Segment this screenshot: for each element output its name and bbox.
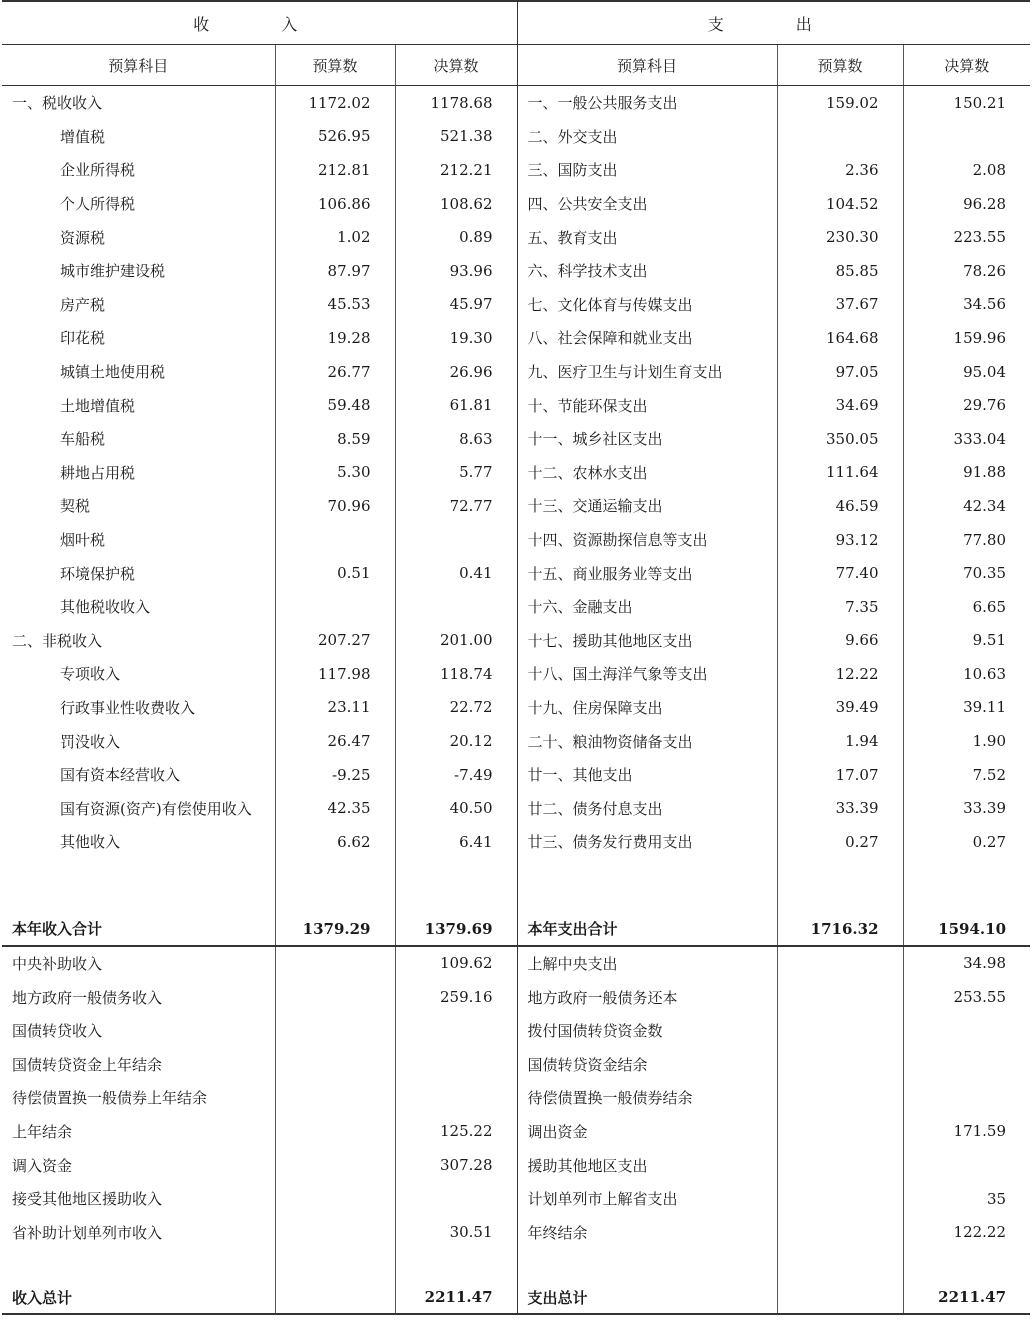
income-item-name: 一、税收收入 xyxy=(12,94,103,113)
income-subtotal-budget: 1379.29 xyxy=(275,913,395,946)
empty-cell xyxy=(903,1249,1030,1281)
expense-item-name: 十、节能环保支出 xyxy=(517,388,777,422)
expense-subtotal-final: 1594.10 xyxy=(903,913,1030,946)
income-item-name: 其他税收收入 xyxy=(60,598,151,617)
table-row xyxy=(2,1081,1030,1115)
expense-item-name: 十四、资源勘探信息等支出 xyxy=(517,523,777,557)
income-item-name: 省补助计划单列市收入 xyxy=(12,1223,163,1242)
income-final-value: 40.50 xyxy=(395,791,517,825)
income-item-name: 专项收入 xyxy=(60,665,121,684)
budget-table xyxy=(2,0,1030,1315)
expense-item-name: 计划单列市上解省支出 xyxy=(517,1182,777,1216)
income-budget-value: 42.35 xyxy=(275,791,395,825)
expense-budget-value: 97.05 xyxy=(777,355,903,389)
income-final-value xyxy=(395,1182,517,1216)
expense-total-label: 支出总计 xyxy=(517,1281,777,1314)
empty-cell xyxy=(2,859,275,913)
table-row xyxy=(2,321,1030,355)
expense-item-name: 五、教育支出 xyxy=(517,220,777,254)
expense-final-value: 78.26 xyxy=(903,254,1030,288)
expense-item-name: 二、外交支出 xyxy=(517,120,777,154)
table-row xyxy=(2,1148,1030,1182)
expense-budget-value: 350.05 xyxy=(777,422,903,456)
income-budget-value: -9.25 xyxy=(275,758,395,792)
table-row xyxy=(2,456,1030,490)
income-final-value: 108.62 xyxy=(395,187,517,221)
expense-item-name: 十三、交通运输支出 xyxy=(517,489,777,523)
table-row xyxy=(2,556,1030,590)
income-final-value xyxy=(395,590,517,624)
income-final-value xyxy=(395,1081,517,1115)
expense-item-name: 廿一、其他支出 xyxy=(517,758,777,792)
table-row xyxy=(2,1115,1030,1149)
expense-budget-value: 77.40 xyxy=(777,556,903,590)
table-row xyxy=(2,187,1030,221)
income-budget-value: 8.59 xyxy=(275,422,395,456)
expense-final-value: 70.35 xyxy=(903,556,1030,590)
income-item-name: 城市维护建设税 xyxy=(60,262,166,281)
expense-item-name: 十九、住房保障支出 xyxy=(517,691,777,725)
income-item-name: 企业所得税 xyxy=(60,161,136,180)
income-item-name: 二、非税收入 xyxy=(12,631,103,650)
income-item-name: 待偿债置换一般债券上年结余 xyxy=(12,1089,208,1108)
income-budget-value xyxy=(275,980,395,1014)
expense-budget-value xyxy=(777,1081,903,1115)
expense-subtotal-budget: 1716.32 xyxy=(777,913,903,946)
income-final-value: 109.62 xyxy=(395,946,517,981)
income-budget-value: 1.02 xyxy=(275,220,395,254)
table-row xyxy=(2,355,1030,389)
table-row xyxy=(2,523,1030,557)
income-budget-value xyxy=(275,523,395,557)
table-row xyxy=(2,791,1030,825)
expense-section-title: 支 出 xyxy=(517,1,1030,45)
table-row xyxy=(2,422,1030,456)
empty-cell xyxy=(777,859,903,913)
income-final-value: 45.97 xyxy=(395,288,517,322)
expense-final-value: 35 xyxy=(903,1182,1030,1216)
expense-final-value: 77.80 xyxy=(903,523,1030,557)
income-item-name: 行政事业性收费收入 xyxy=(60,698,196,717)
income-final-value xyxy=(395,523,517,557)
table-row xyxy=(2,86,1030,120)
expense-total-final: 2211.47 xyxy=(903,1281,1030,1314)
expense-budget-value: 17.07 xyxy=(777,758,903,792)
expense-item-name: 十一、城乡社区支出 xyxy=(517,422,777,456)
income-subtotal-final: 1379.69 xyxy=(395,913,517,946)
expense-final-value xyxy=(903,120,1030,154)
expense-final-value: 29.76 xyxy=(903,388,1030,422)
income-budget-value xyxy=(275,946,395,981)
income-budget-value xyxy=(275,590,395,624)
expense-budget-header: 预算数 xyxy=(777,45,903,86)
expense-item-name: 拨付国债转贷资金数 xyxy=(517,1014,777,1048)
income-total-final: 2211.47 xyxy=(395,1281,517,1314)
expense-final-value: 122.22 xyxy=(903,1215,1030,1249)
expense-final-header: 决算数 xyxy=(903,45,1030,86)
expense-final-value: 9.51 xyxy=(903,624,1030,658)
expense-budget-value xyxy=(777,1047,903,1081)
income-item-name: 车船税 xyxy=(60,430,106,449)
income-budget-value xyxy=(275,1014,395,1048)
expense-item-name: 八、社会保障和就业支出 xyxy=(517,321,777,355)
spacer-row xyxy=(2,1249,1030,1281)
income-item-name: 城镇土地使用税 xyxy=(60,363,166,382)
table-row xyxy=(2,657,1030,691)
income-budget-value: 5.30 xyxy=(275,456,395,490)
income-item-name: 房产税 xyxy=(60,295,106,314)
expense-item-name: 十七、援助其他地区支出 xyxy=(517,624,777,658)
income-item-name: 中央补助收入 xyxy=(12,954,103,973)
income-item-name: 个人所得税 xyxy=(60,195,136,214)
expense-item-name: 待偿债置换一般债券结余 xyxy=(517,1081,777,1115)
income-final-value: 118.74 xyxy=(395,657,517,691)
income-section-title: 收 入 xyxy=(2,1,517,45)
income-item-name: 烟叶税 xyxy=(60,531,106,550)
income-item-name: 罚没收入 xyxy=(60,732,121,751)
expense-item-name: 七、文化体育与传媒支出 xyxy=(517,288,777,322)
table-row xyxy=(2,1182,1030,1216)
expense-budget-value: 2.36 xyxy=(777,153,903,187)
expense-item-name: 十六、金融支出 xyxy=(517,590,777,624)
expense-final-value: 96.28 xyxy=(903,187,1030,221)
income-final-value xyxy=(395,1014,517,1048)
income-budget-value: 70.96 xyxy=(275,489,395,523)
empty-cell xyxy=(275,859,395,913)
table-row xyxy=(2,825,1030,859)
expense-final-value xyxy=(903,1014,1030,1048)
income-final-value: 61.81 xyxy=(395,388,517,422)
expense-item-name: 二十、粮油物资储备支出 xyxy=(517,724,777,758)
expense-budget-value: 34.69 xyxy=(777,388,903,422)
income-budget-value xyxy=(275,1148,395,1182)
expense-final-value: 253.55 xyxy=(903,980,1030,1014)
expense-final-value: 171.59 xyxy=(903,1115,1030,1149)
expense-item-name: 调出资金 xyxy=(517,1115,777,1149)
expense-budget-value: 46.59 xyxy=(777,489,903,523)
income-final-value: 19.30 xyxy=(395,321,517,355)
income-final-value: 6.41 xyxy=(395,825,517,859)
income-final-value: 1178.68 xyxy=(395,86,517,120)
income-item-name: 上年结余 xyxy=(12,1122,73,1141)
expense-item-name: 上解中央支出 xyxy=(517,946,777,981)
expense-final-value: 33.39 xyxy=(903,791,1030,825)
income-final-value: 72.77 xyxy=(395,489,517,523)
income-final-value: 125.22 xyxy=(395,1115,517,1149)
expense-item-name: 廿二、债务付息支出 xyxy=(517,791,777,825)
expense-final-value: 159.96 xyxy=(903,321,1030,355)
expense-item-name: 地方政府一般债务还本 xyxy=(517,980,777,1014)
income-final-value: 521.38 xyxy=(395,120,517,154)
expense-final-value xyxy=(903,1081,1030,1115)
expense-final-value: 91.88 xyxy=(903,456,1030,490)
empty-cell xyxy=(517,859,777,913)
income-budget-value: 1172.02 xyxy=(275,86,395,120)
income-item-name: 国债转贷资金上年结余 xyxy=(12,1055,163,1074)
income-total-label: 收入总计 xyxy=(2,1281,275,1314)
expense-final-value: 0.27 xyxy=(903,825,1030,859)
section-header-row xyxy=(2,1,1030,45)
income-budget-header: 预算数 xyxy=(275,45,395,86)
expense-budget-value xyxy=(777,1182,903,1216)
empty-cell xyxy=(395,859,517,913)
income-item-name: 资源税 xyxy=(60,228,106,247)
income-item-name: 其他收入 xyxy=(60,833,121,852)
table-row xyxy=(2,489,1030,523)
expense-budget-value: 111.64 xyxy=(777,456,903,490)
income-item-name: 国有资本经营收入 xyxy=(60,766,181,785)
expense-item-name: 九、医疗卫生与计划生育支出 xyxy=(517,355,777,389)
expense-item-header: 预算科目 xyxy=(517,45,777,86)
expense-budget-value: 33.39 xyxy=(777,791,903,825)
expense-subtotal-label: 本年支出合计 xyxy=(517,913,777,946)
empty-cell xyxy=(903,859,1030,913)
expense-budget-value: 230.30 xyxy=(777,220,903,254)
income-final-value: 30.51 xyxy=(395,1215,517,1249)
income-final-header: 决算数 xyxy=(395,45,517,86)
income-item-name: 土地增值税 xyxy=(60,396,136,415)
income-item-name: 增值税 xyxy=(60,127,106,146)
expense-budget-value: 93.12 xyxy=(777,523,903,557)
income-item-name: 契税 xyxy=(60,497,91,516)
income-budget-value: 526.95 xyxy=(275,120,395,154)
expense-final-value: 2.08 xyxy=(903,153,1030,187)
expense-budget-value: 9.66 xyxy=(777,624,903,658)
income-subtotal-label: 本年收入合计 xyxy=(2,913,275,946)
income-total-budget xyxy=(275,1281,395,1314)
income-budget-value: 45.53 xyxy=(275,288,395,322)
expense-budget-value: 39.49 xyxy=(777,691,903,725)
table-row xyxy=(2,946,1030,981)
income-budget-value: 26.77 xyxy=(275,355,395,389)
table-row xyxy=(2,758,1030,792)
income-budget-value: 87.97 xyxy=(275,254,395,288)
income-budget-value xyxy=(275,1115,395,1149)
expense-final-value: 6.65 xyxy=(903,590,1030,624)
grand-total-row xyxy=(2,1281,1030,1314)
table-row xyxy=(2,254,1030,288)
table-row xyxy=(2,624,1030,658)
expense-budget-value: 104.52 xyxy=(777,187,903,221)
expense-final-value: 333.04 xyxy=(903,422,1030,456)
income-budget-value: 26.47 xyxy=(275,724,395,758)
table-row xyxy=(2,153,1030,187)
empty-cell xyxy=(777,1249,903,1281)
table-row xyxy=(2,691,1030,725)
expense-budget-value: 7.35 xyxy=(777,590,903,624)
empty-cell xyxy=(275,1249,395,1281)
income-budget-value: 207.27 xyxy=(275,624,395,658)
income-budget-value: 117.98 xyxy=(275,657,395,691)
expense-budget-value: 1.94 xyxy=(777,724,903,758)
expense-budget-value xyxy=(777,946,903,981)
expense-budget-value xyxy=(777,1215,903,1249)
income-budget-value: 23.11 xyxy=(275,691,395,725)
expense-final-value xyxy=(903,1148,1030,1182)
expense-budget-value xyxy=(777,120,903,154)
table-row xyxy=(2,590,1030,624)
income-final-value: 93.96 xyxy=(395,254,517,288)
expense-item-name: 十五、商业服务业等支出 xyxy=(517,556,777,590)
expense-item-name: 十八、国土海洋气象等支出 xyxy=(517,657,777,691)
expense-budget-value xyxy=(777,1115,903,1149)
expense-final-value xyxy=(903,1047,1030,1081)
expense-total-budget xyxy=(777,1281,903,1314)
expense-budget-value: 12.22 xyxy=(777,657,903,691)
expense-budget-value xyxy=(777,980,903,1014)
income-item-name: 印花税 xyxy=(60,329,106,348)
income-final-value: -7.49 xyxy=(395,758,517,792)
table-row xyxy=(2,388,1030,422)
income-final-value: 201.00 xyxy=(395,624,517,658)
income-budget-value xyxy=(275,1047,395,1081)
income-item-name: 接受其他地区援助收入 xyxy=(12,1190,163,1209)
column-header-row xyxy=(2,45,1030,86)
income-budget-value: 0.51 xyxy=(275,556,395,590)
expense-budget-value: 159.02 xyxy=(777,86,903,120)
income-final-value: 26.96 xyxy=(395,355,517,389)
expense-item-name: 援助其他地区支出 xyxy=(517,1148,777,1182)
table-row xyxy=(2,1047,1030,1081)
expense-final-value: 34.98 xyxy=(903,946,1030,981)
table-row xyxy=(2,1014,1030,1048)
expense-item-name: 三、国防支出 xyxy=(517,153,777,187)
table-row xyxy=(2,120,1030,154)
income-budget-value: 6.62 xyxy=(275,825,395,859)
income-final-value: 22.72 xyxy=(395,691,517,725)
income-budget-value: 19.28 xyxy=(275,321,395,355)
expense-item-name: 国债转贷资金结余 xyxy=(517,1047,777,1081)
income-final-value: 259.16 xyxy=(395,980,517,1014)
empty-cell xyxy=(517,1249,777,1281)
expense-final-value: 34.56 xyxy=(903,288,1030,322)
expense-item-name: 十二、农林水支出 xyxy=(517,456,777,490)
table-row xyxy=(2,980,1030,1014)
expense-final-value: 223.55 xyxy=(903,220,1030,254)
expense-budget-value xyxy=(777,1148,903,1182)
income-final-value: 5.77 xyxy=(395,456,517,490)
table-row xyxy=(2,288,1030,322)
expense-item-name: 年终结余 xyxy=(517,1215,777,1249)
income-budget-value: 212.81 xyxy=(275,153,395,187)
income-item-header: 预算科目 xyxy=(2,45,275,86)
empty-cell xyxy=(2,1249,275,1281)
income-final-value: 0.41 xyxy=(395,556,517,590)
subtotal-row xyxy=(2,913,1030,946)
table-row xyxy=(2,1215,1030,1249)
expense-final-value: 42.34 xyxy=(903,489,1030,523)
table-row xyxy=(2,220,1030,254)
expense-item-name: 一、一般公共服务支出 xyxy=(517,86,777,120)
income-item-name: 地方政府一般债务收入 xyxy=(12,988,163,1007)
expense-final-value: 95.04 xyxy=(903,355,1030,389)
income-budget-value: 106.86 xyxy=(275,187,395,221)
expense-final-value: 39.11 xyxy=(903,691,1030,725)
spacer-row xyxy=(2,859,1030,913)
expense-item-name: 廿三、债务发行费用支出 xyxy=(517,825,777,859)
income-budget-value xyxy=(275,1182,395,1216)
expense-final-value: 1.90 xyxy=(903,724,1030,758)
expense-item-name: 四、公共安全支出 xyxy=(517,187,777,221)
expense-final-value: 10.63 xyxy=(903,657,1030,691)
expense-budget-value: 85.85 xyxy=(777,254,903,288)
table-row xyxy=(2,724,1030,758)
income-final-value xyxy=(395,1047,517,1081)
empty-cell xyxy=(395,1249,517,1281)
expense-budget-value: 37.67 xyxy=(777,288,903,322)
income-item-name: 调入资金 xyxy=(12,1156,73,1175)
expense-final-value: 7.52 xyxy=(903,758,1030,792)
expense-final-value: 150.21 xyxy=(903,86,1030,120)
income-final-value: 212.21 xyxy=(395,153,517,187)
expense-item-name: 六、科学技术支出 xyxy=(517,254,777,288)
income-final-value: 307.28 xyxy=(395,1148,517,1182)
income-budget-value xyxy=(275,1081,395,1115)
income-budget-value xyxy=(275,1215,395,1249)
expense-budget-value: 0.27 xyxy=(777,825,903,859)
expense-budget-value: 164.68 xyxy=(777,321,903,355)
income-final-value: 8.63 xyxy=(395,422,517,456)
income-budget-value: 59.48 xyxy=(275,388,395,422)
income-item-name: 耕地占用税 xyxy=(60,463,136,482)
expense-budget-value xyxy=(777,1014,903,1048)
income-item-name: 环境保护税 xyxy=(60,564,136,583)
income-item-name: 国债转贷收入 xyxy=(12,1022,103,1041)
income-item-name: 国有资源(资产)有偿使用收入 xyxy=(60,799,252,818)
income-final-value: 20.12 xyxy=(395,724,517,758)
income-final-value: 0.89 xyxy=(395,220,517,254)
